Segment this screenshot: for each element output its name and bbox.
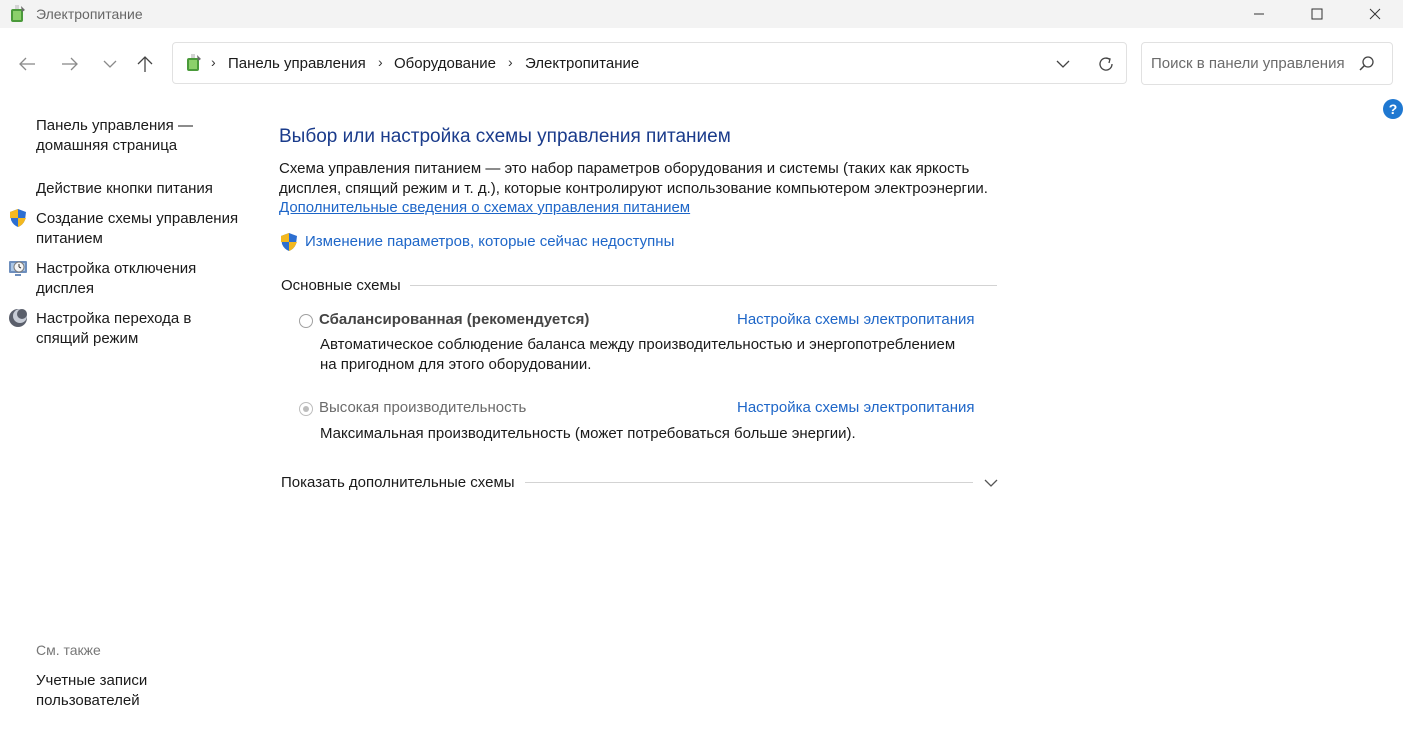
help-icon[interactable]: ?: [1383, 99, 1403, 119]
address-dropdown-button[interactable]: [1051, 52, 1075, 76]
sidebar-item-sleep[interactable]: [36, 309, 191, 349]
chevron-down-icon: [103, 59, 117, 69]
page-title: Выбор или настройка схемы управления питанием: [279, 126, 731, 147]
close-icon: [1369, 8, 1381, 20]
page-description: [279, 159, 1019, 199]
search-input[interactable]: Поиск в панели управления: [1151, 55, 1345, 72]
title-bar: [0, 0, 1403, 28]
sidebar-home-line-2: домашняя страница: [36, 137, 178, 154]
plan-balanced-name[interactable]: Сбалансированная (рекомендуется): [319, 311, 590, 328]
arrow-left-icon: [18, 57, 36, 71]
sidebar-item-label: Создание схемы управления: [36, 210, 239, 227]
sidebar-item-label: спящий режим: [36, 330, 139, 347]
refresh-button[interactable]: [1094, 52, 1118, 76]
sidebar-item-user-accounts[interactable]: [36, 671, 147, 711]
maximize-icon: [1311, 8, 1323, 20]
minimize-icon: [1253, 8, 1265, 20]
plan-balanced-settings-link[interactable]: Настройка схемы электропитания: [737, 311, 975, 328]
chevron-down-icon: [1056, 59, 1070, 69]
up-button[interactable]: [131, 50, 159, 78]
sidebar-home-line-1: Панель управления —: [36, 117, 193, 134]
window-title: Электропитание: [36, 6, 143, 22]
plan-high-performance-radio[interactable]: [299, 402, 313, 416]
expand-chevron-icon[interactable]: [982, 474, 1000, 492]
chevron-right-icon[interactable]: ›: [211, 54, 216, 70]
section-label-main-plans: Основные схемы: [281, 277, 401, 294]
change-unavailable-settings-link[interactable]: Изменение параметров, которые сейчас недоступны: [305, 233, 675, 250]
plan-description-line: Максимальная производительность (может потребоваться больше энергии).: [320, 425, 856, 442]
sidebar-item-label: питанием: [36, 230, 103, 247]
shield-icon: [8, 208, 28, 228]
sidebar-item-label: Настройка отключения: [36, 260, 197, 277]
sidebar-item-label: Действие кнопки питания: [36, 180, 213, 197]
section-divider: [525, 482, 973, 483]
plan-high-performance-description: [320, 424, 980, 444]
sidebar-item-label: пользователей: [36, 692, 140, 709]
maximize-button[interactable]: [1294, 0, 1340, 28]
sidebar-item-create-plan[interactable]: [36, 209, 238, 249]
see-also-heading: См. также: [36, 642, 101, 658]
arrow-right-icon: [61, 57, 79, 71]
moon-icon: [8, 308, 28, 328]
section-divider: [410, 285, 997, 286]
recent-locations-button[interactable]: [96, 50, 124, 78]
arrow-up-icon: [137, 55, 153, 73]
sidebar-item-label: Учетные записи: [36, 672, 148, 689]
power-options-icon: [8, 3, 28, 25]
sidebar-item-label: Настройка перехода в: [36, 310, 192, 327]
minimize-button[interactable]: [1236, 0, 1282, 28]
plan-high-performance-name[interactable]: Высокая производительность: [319, 399, 527, 416]
forward-button[interactable]: [56, 50, 84, 78]
monitor-clock-icon: [8, 258, 28, 278]
chevron-right-icon[interactable]: ›: [508, 54, 513, 70]
search-icon[interactable]: [1358, 55, 1376, 73]
more-info-link[interactable]: Дополнительные сведения о схемах управления питанием: [279, 199, 691, 216]
breadcrumb-hardware[interactable]: Оборудование: [394, 55, 497, 72]
close-button[interactable]: [1352, 0, 1398, 28]
plan-high-performance-settings-link[interactable]: Настройка схемы электропитания: [737, 399, 975, 416]
description-line: Схема управления питанием — это набор параметров оборудования и системы (таких как яркость: [279, 160, 970, 177]
breadcrumb-power-options[interactable]: Электропитание: [525, 55, 640, 72]
shield-icon: [279, 232, 299, 252]
description-line: дисплея, спящий режим и т. д.), которые контролируют использование компьютером электроэнергии.: [279, 180, 988, 197]
sidebar-item-power-button-action[interactable]: [36, 179, 213, 199]
sidebar-item-display-off[interactable]: [36, 259, 196, 299]
plan-description-line: на пригодном для этого оборудовании.: [320, 356, 592, 373]
breadcrumb-control-panel[interactable]: Панель управления: [228, 55, 366, 72]
sidebar-home-link[interactable]: [36, 116, 193, 156]
plan-balanced-description: [320, 335, 980, 375]
chevron-right-icon[interactable]: ›: [378, 54, 383, 70]
refresh-icon: [1097, 55, 1115, 73]
plan-description-line: Автоматическое соблюдение баланса между производительностью и энергопотреблением: [320, 336, 956, 353]
sidebar-item-label: дисплея: [36, 280, 94, 297]
power-options-icon: [184, 52, 204, 74]
back-button[interactable]: [13, 50, 41, 78]
show-more-plans-label[interactable]: Показать дополнительные схемы: [281, 474, 515, 491]
plan-balanced-radio[interactable]: [299, 314, 313, 328]
